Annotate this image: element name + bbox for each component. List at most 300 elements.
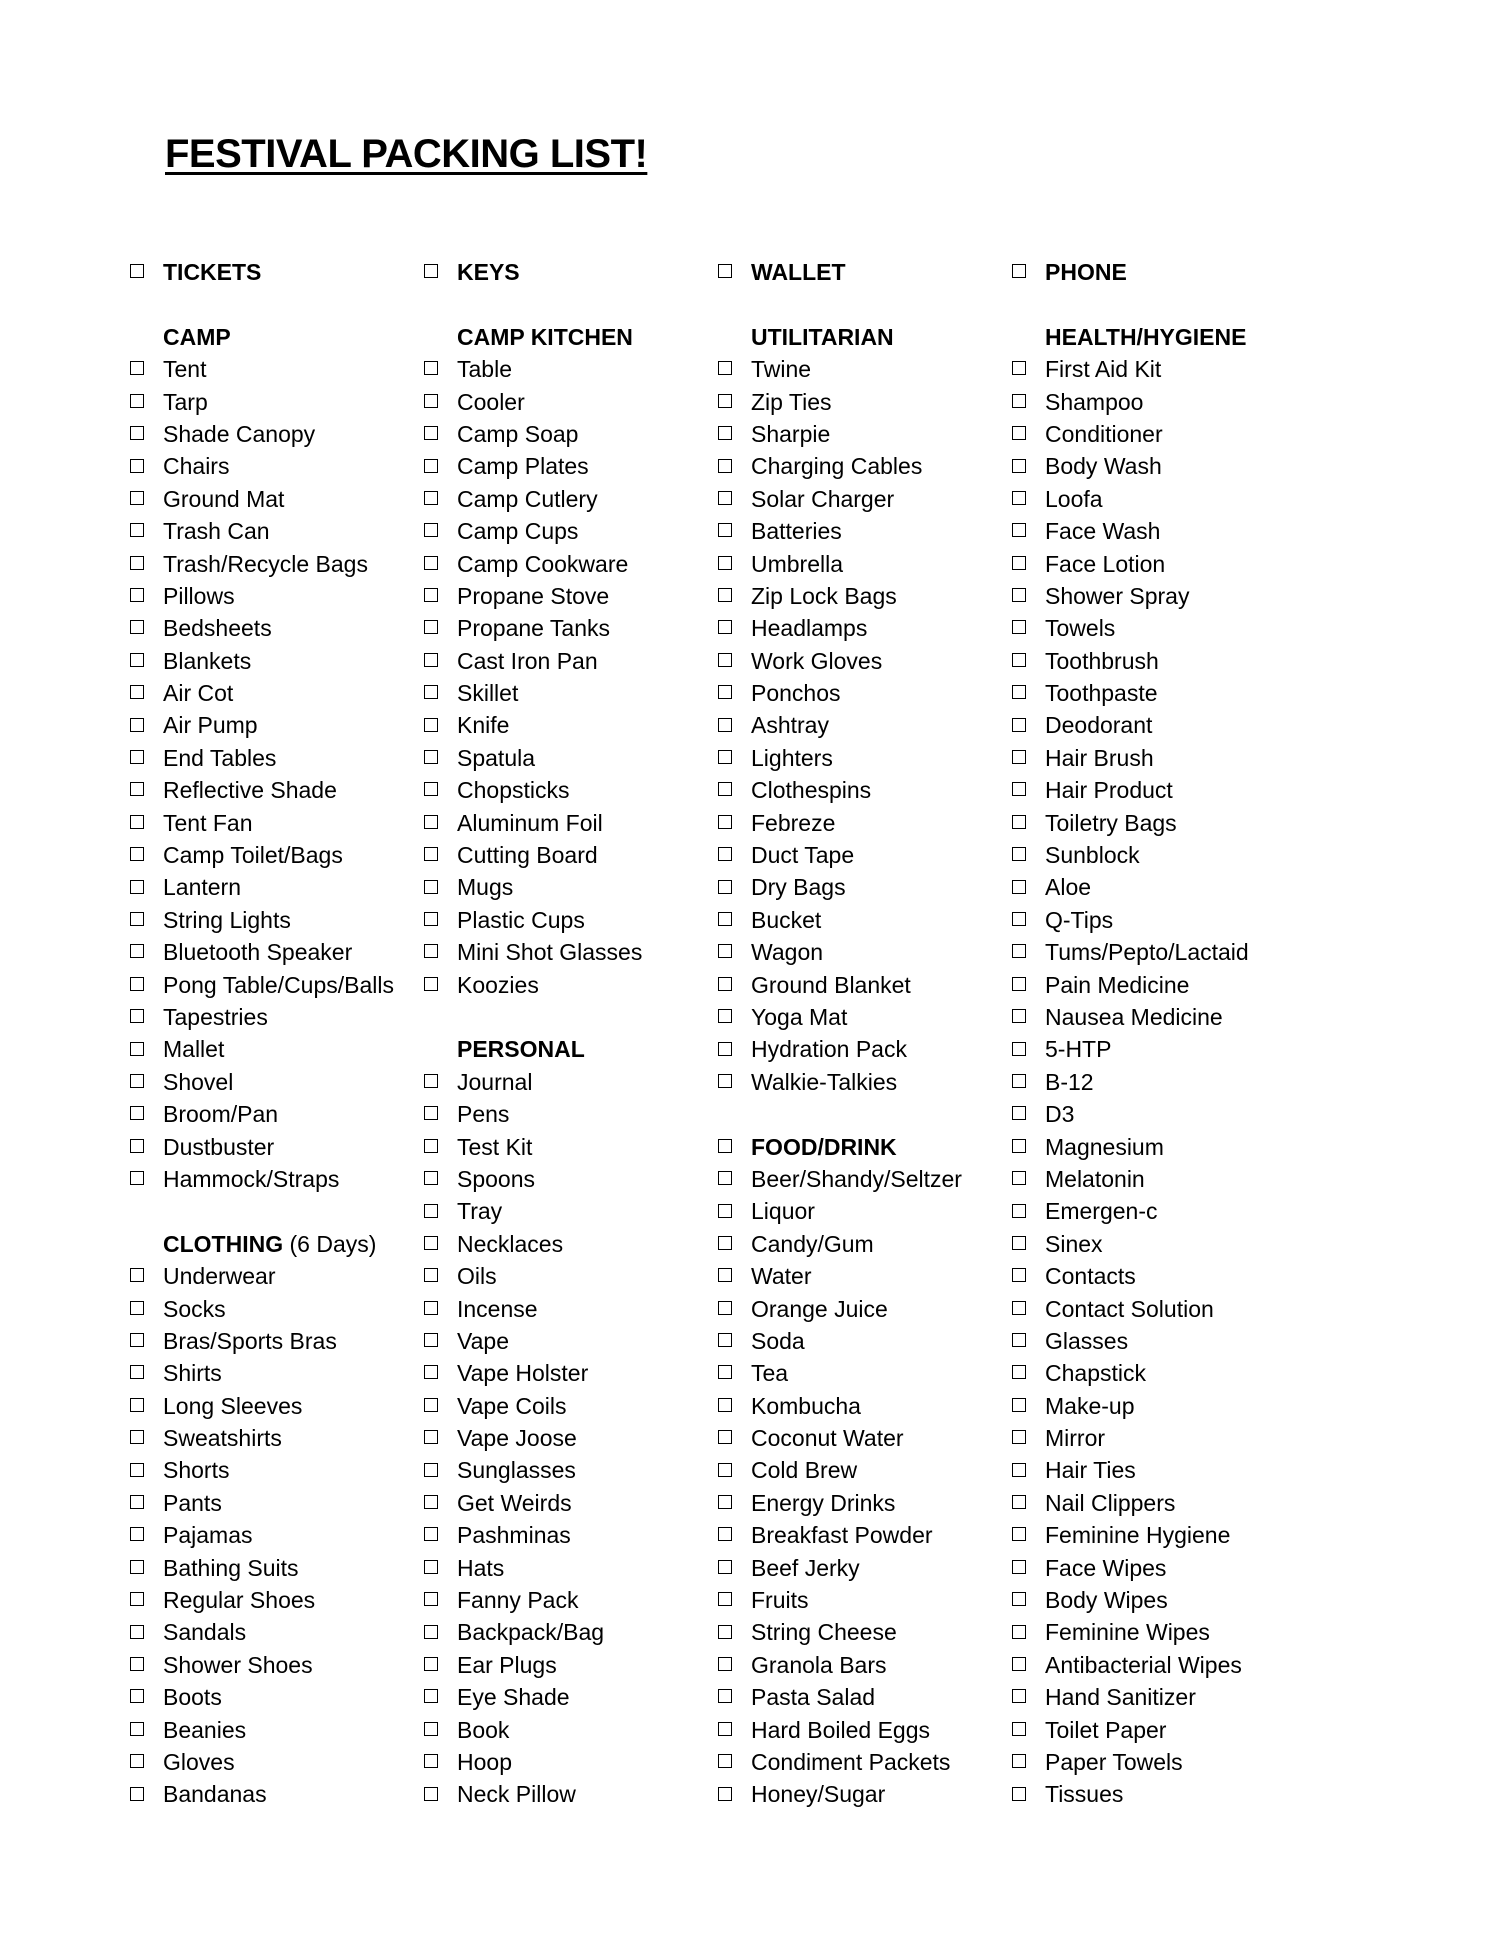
item-label: Test Kit [457, 1133, 533, 1160]
checkbox[interactable] [424, 1398, 438, 1412]
checkbox[interactable] [1012, 1171, 1026, 1185]
item-label: Clothespins [751, 777, 872, 804]
item-label: Sweatshirts [163, 1425, 282, 1452]
checklist-item-ponchos [718, 677, 1008, 709]
checkbox[interactable] [424, 361, 438, 375]
checklist-item-vape-coils [424, 1390, 714, 1422]
checkbox[interactable] [424, 1106, 438, 1120]
item-label: Zip Lock Bags [751, 582, 897, 609]
checkbox[interactable] [424, 880, 438, 894]
checkbox[interactable] [718, 653, 732, 667]
checkbox[interactable] [718, 394, 732, 408]
checkbox[interactable] [130, 685, 144, 699]
item-label: Oils [457, 1263, 497, 1290]
column-1 [130, 256, 420, 1811]
checkbox[interactable] [1012, 264, 1026, 278]
checkbox[interactable] [424, 653, 438, 667]
checkbox[interactable] [718, 1301, 732, 1315]
item-label: Febreze [751, 809, 836, 836]
checkbox[interactable] [130, 1042, 144, 1056]
checkbox[interactable] [1012, 1106, 1026, 1120]
checkbox[interactable] [718, 1139, 732, 1153]
item-label: Backpack/Bag [457, 1619, 605, 1646]
checkbox[interactable] [1012, 1074, 1026, 1088]
checkbox[interactable] [130, 1689, 144, 1703]
checkbox[interactable] [718, 880, 732, 894]
checkbox[interactable] [424, 556, 438, 570]
checkbox[interactable] [424, 426, 438, 440]
checklist-item-fruits [718, 1584, 1008, 1616]
item-label: Nail Clippers [1045, 1489, 1176, 1516]
checkbox[interactable] [130, 361, 144, 375]
checkbox[interactable] [130, 394, 144, 408]
checkbox[interactable] [424, 1787, 438, 1801]
item-label: Mini Shot Glasses [457, 939, 643, 966]
checkbox[interactable] [718, 1171, 732, 1185]
checklist-item-liquor [718, 1195, 1008, 1227]
checklist-item-ashtray [718, 709, 1008, 741]
checkbox[interactable] [130, 556, 144, 570]
checkbox[interactable] [718, 523, 732, 537]
checklist-item-hair-product [1012, 774, 1302, 806]
checkbox[interactable] [1012, 782, 1026, 796]
checklist-item-glasses [1012, 1325, 1302, 1357]
checkbox[interactable] [1012, 1592, 1026, 1606]
checkbox[interactable] [130, 1171, 144, 1185]
checkbox[interactable] [424, 1365, 438, 1379]
checkbox[interactable] [718, 1592, 732, 1606]
checkbox[interactable] [130, 1527, 144, 1541]
checkbox[interactable] [718, 1074, 732, 1088]
checklist-item-orange-juice [718, 1293, 1008, 1325]
checkbox[interactable] [1012, 394, 1026, 408]
checkbox[interactable] [130, 1463, 144, 1477]
checkbox[interactable] [424, 685, 438, 699]
checkbox[interactable] [1012, 1236, 1026, 1250]
checkbox[interactable] [1012, 847, 1026, 861]
checklist-item-camp-cups [424, 515, 714, 547]
item-label: Body Wash [1045, 453, 1162, 480]
item-label: Contact Solution [1045, 1295, 1214, 1322]
checkbox[interactable] [130, 1787, 144, 1801]
section-note: (6 Days) [289, 1230, 377, 1257]
checkbox[interactable] [718, 556, 732, 570]
checkbox[interactable] [1012, 426, 1026, 440]
checkbox[interactable] [718, 685, 732, 699]
checkbox[interactable] [130, 1625, 144, 1639]
checklist-item-table [424, 353, 714, 385]
item-label: Tent Fan [163, 809, 253, 836]
checkbox[interactable] [130, 815, 144, 829]
checkbox[interactable] [1012, 491, 1026, 505]
checkbox[interactable] [718, 620, 732, 634]
checkbox[interactable] [424, 1236, 438, 1250]
checkbox[interactable] [424, 1268, 438, 1282]
checklist-item-5-htp [1012, 1033, 1302, 1065]
checkbox[interactable] [424, 588, 438, 602]
checkbox[interactable] [718, 912, 732, 926]
checkbox[interactable] [1012, 1301, 1026, 1315]
item-label: Propane Tanks [457, 615, 611, 642]
checkbox[interactable] [1012, 1365, 1026, 1379]
item-label: Shorts [163, 1457, 230, 1484]
checklist-item-spoons [424, 1163, 714, 1195]
checklist-item-cast-iron-pan [424, 645, 714, 677]
spacer [1012, 288, 1302, 320]
checklist-item-string-cheese [718, 1616, 1008, 1648]
checkbox[interactable] [424, 1301, 438, 1315]
checkbox[interactable] [130, 1560, 144, 1574]
checkbox[interactable] [424, 1527, 438, 1541]
checkbox[interactable] [718, 1560, 732, 1574]
checkbox[interactable] [718, 459, 732, 473]
item-label: Antibacterial Wipes [1045, 1651, 1242, 1678]
item-label: Face Lotion [1045, 550, 1166, 577]
checkbox[interactable] [130, 750, 144, 764]
checkbox[interactable] [718, 1625, 732, 1639]
checkbox[interactable] [1012, 653, 1026, 667]
checkbox[interactable] [424, 523, 438, 537]
checkbox[interactable] [424, 782, 438, 796]
checkbox[interactable] [424, 977, 438, 991]
checkbox[interactable] [130, 977, 144, 991]
checkbox[interactable] [718, 847, 732, 861]
checklist-item-get-weirds [424, 1487, 714, 1519]
checkbox[interactable] [130, 264, 144, 278]
checkbox[interactable] [130, 1398, 144, 1412]
checkbox[interactable] [130, 912, 144, 926]
checkbox[interactable] [718, 588, 732, 602]
item-label: Dry Bags [751, 874, 846, 901]
checkbox[interactable] [1012, 1398, 1026, 1412]
checkbox[interactable] [424, 1204, 438, 1218]
item-label: KEYS [457, 259, 520, 285]
checklist-item-b-12 [1012, 1066, 1302, 1098]
checkbox[interactable] [424, 491, 438, 505]
checklist-item-granola-bars [718, 1649, 1008, 1681]
item-label: Pong Table/Cups/Balls [163, 971, 394, 998]
item-label: Bras/Sports Bras [163, 1327, 337, 1354]
checkbox[interactable] [718, 1689, 732, 1703]
checkbox[interactable] [424, 620, 438, 634]
checkbox[interactable] [424, 394, 438, 408]
checkbox[interactable] [424, 1625, 438, 1639]
checkbox[interactable] [1012, 459, 1026, 473]
checklist-item-pens [424, 1098, 714, 1130]
checkbox[interactable] [130, 491, 144, 505]
checkbox[interactable] [130, 718, 144, 732]
checkbox[interactable] [424, 944, 438, 958]
item-label: Bedsheets [163, 615, 272, 642]
checkbox[interactable] [718, 977, 732, 991]
checkbox[interactable] [718, 1236, 732, 1250]
checkbox[interactable] [130, 1268, 144, 1282]
checkbox[interactable] [1012, 718, 1026, 732]
checkbox[interactable] [1012, 977, 1026, 991]
checkbox[interactable] [130, 588, 144, 602]
checkbox[interactable] [1012, 815, 1026, 829]
checkbox[interactable] [424, 815, 438, 829]
checkbox[interactable] [718, 1430, 732, 1444]
checkbox[interactable] [1012, 556, 1026, 570]
checkbox[interactable] [130, 782, 144, 796]
checkbox[interactable] [130, 1754, 144, 1768]
item-label: Hoop [457, 1748, 512, 1775]
checkbox[interactable] [718, 1398, 732, 1412]
checklist-item-tea [718, 1357, 1008, 1389]
checklist-item-tray [424, 1195, 714, 1227]
checkbox[interactable] [1012, 1139, 1026, 1153]
checkbox[interactable] [1012, 1787, 1026, 1801]
checkbox[interactable] [718, 1365, 732, 1379]
section-title: PERSONAL [457, 1036, 585, 1063]
checklist-item-dustbuster [130, 1131, 420, 1163]
item-label: Walkie-Talkies [751, 1068, 898, 1095]
item-label: Aloe [1045, 874, 1092, 901]
checklist-item-backpack-bag [424, 1616, 714, 1648]
checkbox[interactable] [718, 264, 732, 278]
item-label: Honey/Sugar [751, 1781, 886, 1808]
item-label: Wagon [751, 939, 824, 966]
checkbox[interactable] [424, 1171, 438, 1185]
checkbox[interactable] [424, 1754, 438, 1768]
checklist-item-chairs [130, 450, 420, 482]
item-label: Ashtray [751, 712, 829, 739]
item-label: Ground Mat [163, 485, 285, 512]
checklist-item-antibacterial-wipes [1012, 1649, 1302, 1681]
checklist-item-walkie-talkies [718, 1066, 1008, 1098]
checkbox[interactable] [424, 459, 438, 473]
checkbox[interactable] [718, 750, 732, 764]
checkbox[interactable] [130, 459, 144, 473]
item-label: Kombucha [751, 1392, 861, 1419]
checkbox[interactable] [1012, 1430, 1026, 1444]
checkbox[interactable] [1012, 588, 1026, 602]
checklist-item-tarp [130, 386, 420, 418]
checkbox[interactable] [424, 1495, 438, 1509]
checkbox[interactable] [1012, 361, 1026, 375]
checkbox[interactable] [1012, 523, 1026, 537]
checkbox[interactable] [1012, 880, 1026, 894]
item-label: Q-Tips [1045, 906, 1114, 933]
checkbox[interactable] [1012, 1722, 1026, 1736]
checkbox[interactable] [130, 1365, 144, 1379]
checkbox[interactable] [130, 426, 144, 440]
checkbox[interactable] [718, 782, 732, 796]
checklist-item-zip-lock-bags [718, 580, 1008, 612]
checkbox[interactable] [1012, 1333, 1026, 1347]
item-label: WALLET [751, 259, 846, 285]
checkbox[interactable] [718, 1657, 732, 1671]
item-label: Book [457, 1716, 510, 1743]
item-label: Liquor [751, 1198, 815, 1225]
checklist-item-vape-holster [424, 1357, 714, 1389]
item-label: Beanies [163, 1716, 247, 1743]
checkbox[interactable] [130, 1430, 144, 1444]
checkbox[interactable] [1012, 1495, 1026, 1509]
checklist-item-tums-pepto-lactaid [1012, 936, 1302, 968]
item-label: Breakfast Powder [751, 1522, 933, 1549]
checkbox[interactable] [130, 847, 144, 861]
checkbox[interactable] [130, 1495, 144, 1509]
checkbox[interactable] [718, 1204, 732, 1218]
checklist-item-hats [424, 1552, 714, 1584]
checklist-item-toilet-paper [1012, 1714, 1302, 1746]
item-label: Pashminas [457, 1522, 571, 1549]
checkbox[interactable] [424, 847, 438, 861]
checkbox[interactable] [1012, 1657, 1026, 1671]
item-label: Sunblock [1045, 842, 1140, 869]
item-label: Shampoo [1045, 388, 1144, 415]
checkbox[interactable] [130, 1333, 144, 1347]
checkbox[interactable] [424, 1139, 438, 1153]
checkbox[interactable] [1012, 750, 1026, 764]
column-3 [718, 256, 1008, 1811]
item-label: String Cheese [751, 1619, 897, 1646]
checklist-item-contact-solution [1012, 1293, 1302, 1325]
checkbox[interactable] [424, 1333, 438, 1347]
checkbox[interactable] [130, 653, 144, 667]
item-label: Mallet [163, 1036, 225, 1063]
item-label: Cutting Board [457, 842, 598, 869]
item-label: Table [457, 356, 512, 383]
item-label: Fanny Pack [457, 1587, 579, 1614]
checkbox[interactable] [718, 1009, 732, 1023]
checklist-item-sunglasses [424, 1454, 714, 1486]
checkbox[interactable] [424, 1689, 438, 1703]
checkbox[interactable] [718, 491, 732, 505]
checkbox[interactable] [718, 1722, 732, 1736]
checklist-item-q-tips [1012, 904, 1302, 936]
checklist-item-food-drink [718, 1131, 1008, 1163]
checkbox[interactable] [130, 1009, 144, 1023]
checkbox[interactable] [1012, 1268, 1026, 1282]
checkbox[interactable] [1012, 1042, 1026, 1056]
checkbox[interactable] [424, 1722, 438, 1736]
checkbox[interactable] [1012, 912, 1026, 926]
checklist-item-camp-cookware [424, 548, 714, 580]
checklist-item-duct-tape [718, 839, 1008, 871]
item-label: Candy/Gum [751, 1230, 874, 1257]
checkbox[interactable] [718, 426, 732, 440]
checkbox[interactable] [130, 1106, 144, 1120]
checklist-item-loofa [1012, 483, 1302, 515]
checkbox[interactable] [1012, 1204, 1026, 1218]
checkbox[interactable] [1012, 1560, 1026, 1574]
checkbox[interactable] [1012, 1754, 1026, 1768]
item-label: Duct Tape [751, 842, 855, 869]
checkbox[interactable] [424, 750, 438, 764]
checklist-item-keys [424, 256, 714, 288]
item-label: Shade Canopy [163, 420, 316, 447]
checklist-item-test-kit [424, 1131, 714, 1163]
checkbox[interactable] [1012, 1689, 1026, 1703]
checkbox[interactable] [718, 1495, 732, 1509]
checkbox[interactable] [130, 620, 144, 634]
checkbox[interactable] [718, 718, 732, 732]
checklist-item-coconut-water [718, 1422, 1008, 1454]
checkbox[interactable] [424, 1430, 438, 1444]
checkbox[interactable] [130, 944, 144, 958]
checkbox[interactable] [718, 361, 732, 375]
section-title: CLOTHING [163, 1230, 284, 1257]
checklist-item-camp-plates [424, 450, 714, 482]
checkbox[interactable] [130, 1074, 144, 1088]
checklist-item-ground-blanket [718, 969, 1008, 1001]
checklist-item-hair-brush [1012, 742, 1302, 774]
item-label: Toothbrush [1045, 647, 1159, 674]
checkbox[interactable] [718, 1754, 732, 1768]
checkbox[interactable] [424, 1592, 438, 1606]
item-label: Vape Coils [457, 1392, 567, 1419]
checkbox[interactable] [1012, 620, 1026, 634]
checklist-item-necklaces [424, 1228, 714, 1260]
item-label: Conditioner [1045, 420, 1163, 447]
checkbox[interactable] [424, 1560, 438, 1574]
checkbox[interactable] [424, 718, 438, 732]
checklist-item-shade-canopy [130, 418, 420, 450]
item-label: Shower Shoes [163, 1651, 313, 1678]
checkbox[interactable] [718, 815, 732, 829]
checklist-item-bluetooth-speaker [130, 936, 420, 968]
checklist-item-hand-sanitizer [1012, 1681, 1302, 1713]
checkbox[interactable] [130, 523, 144, 537]
checklist-item-twine [718, 353, 1008, 385]
item-label: Ponchos [751, 680, 841, 707]
item-label: Journal [457, 1068, 533, 1095]
item-label: Mugs [457, 874, 514, 901]
checkbox[interactable] [424, 1074, 438, 1088]
checkbox[interactable] [718, 1527, 732, 1541]
checkbox[interactable] [718, 1787, 732, 1801]
checkbox[interactable] [1012, 1009, 1026, 1023]
checkbox[interactable] [1012, 685, 1026, 699]
checklist-item-shovel [130, 1066, 420, 1098]
item-label: Vape Joose [457, 1425, 577, 1452]
checkbox[interactable] [718, 944, 732, 958]
checkbox[interactable] [424, 264, 438, 278]
checklist-item-incense [424, 1293, 714, 1325]
checklist-item-honey-sugar [718, 1778, 1008, 1810]
checkbox[interactable] [1012, 1625, 1026, 1639]
checkbox[interactable] [718, 1268, 732, 1282]
spacer [424, 288, 714, 320]
checklist-item-toiletry-bags [1012, 807, 1302, 839]
checkbox[interactable] [424, 1463, 438, 1477]
item-label: Tent [163, 356, 207, 383]
checklist-item-propane-stove [424, 580, 714, 612]
item-label: Hand Sanitizer [1045, 1684, 1196, 1711]
checkbox[interactable] [1012, 1527, 1026, 1541]
checkbox[interactable] [718, 1463, 732, 1477]
checkbox[interactable] [424, 912, 438, 926]
checkbox[interactable] [130, 1657, 144, 1671]
checkbox[interactable] [1012, 1463, 1026, 1477]
checkbox[interactable] [130, 1722, 144, 1736]
item-label: Dustbuster [163, 1133, 275, 1160]
checkbox[interactable] [130, 1139, 144, 1153]
checkbox[interactable] [718, 1042, 732, 1056]
checkbox[interactable] [130, 1592, 144, 1606]
checkbox[interactable] [424, 1657, 438, 1671]
spacer [718, 288, 1008, 320]
checkbox[interactable] [130, 880, 144, 894]
checkbox[interactable] [1012, 944, 1026, 958]
checkbox[interactable] [718, 1333, 732, 1347]
checklist-item-ground-mat [130, 483, 420, 515]
checkbox[interactable] [130, 1301, 144, 1315]
checklist-item-magnesium [1012, 1131, 1302, 1163]
